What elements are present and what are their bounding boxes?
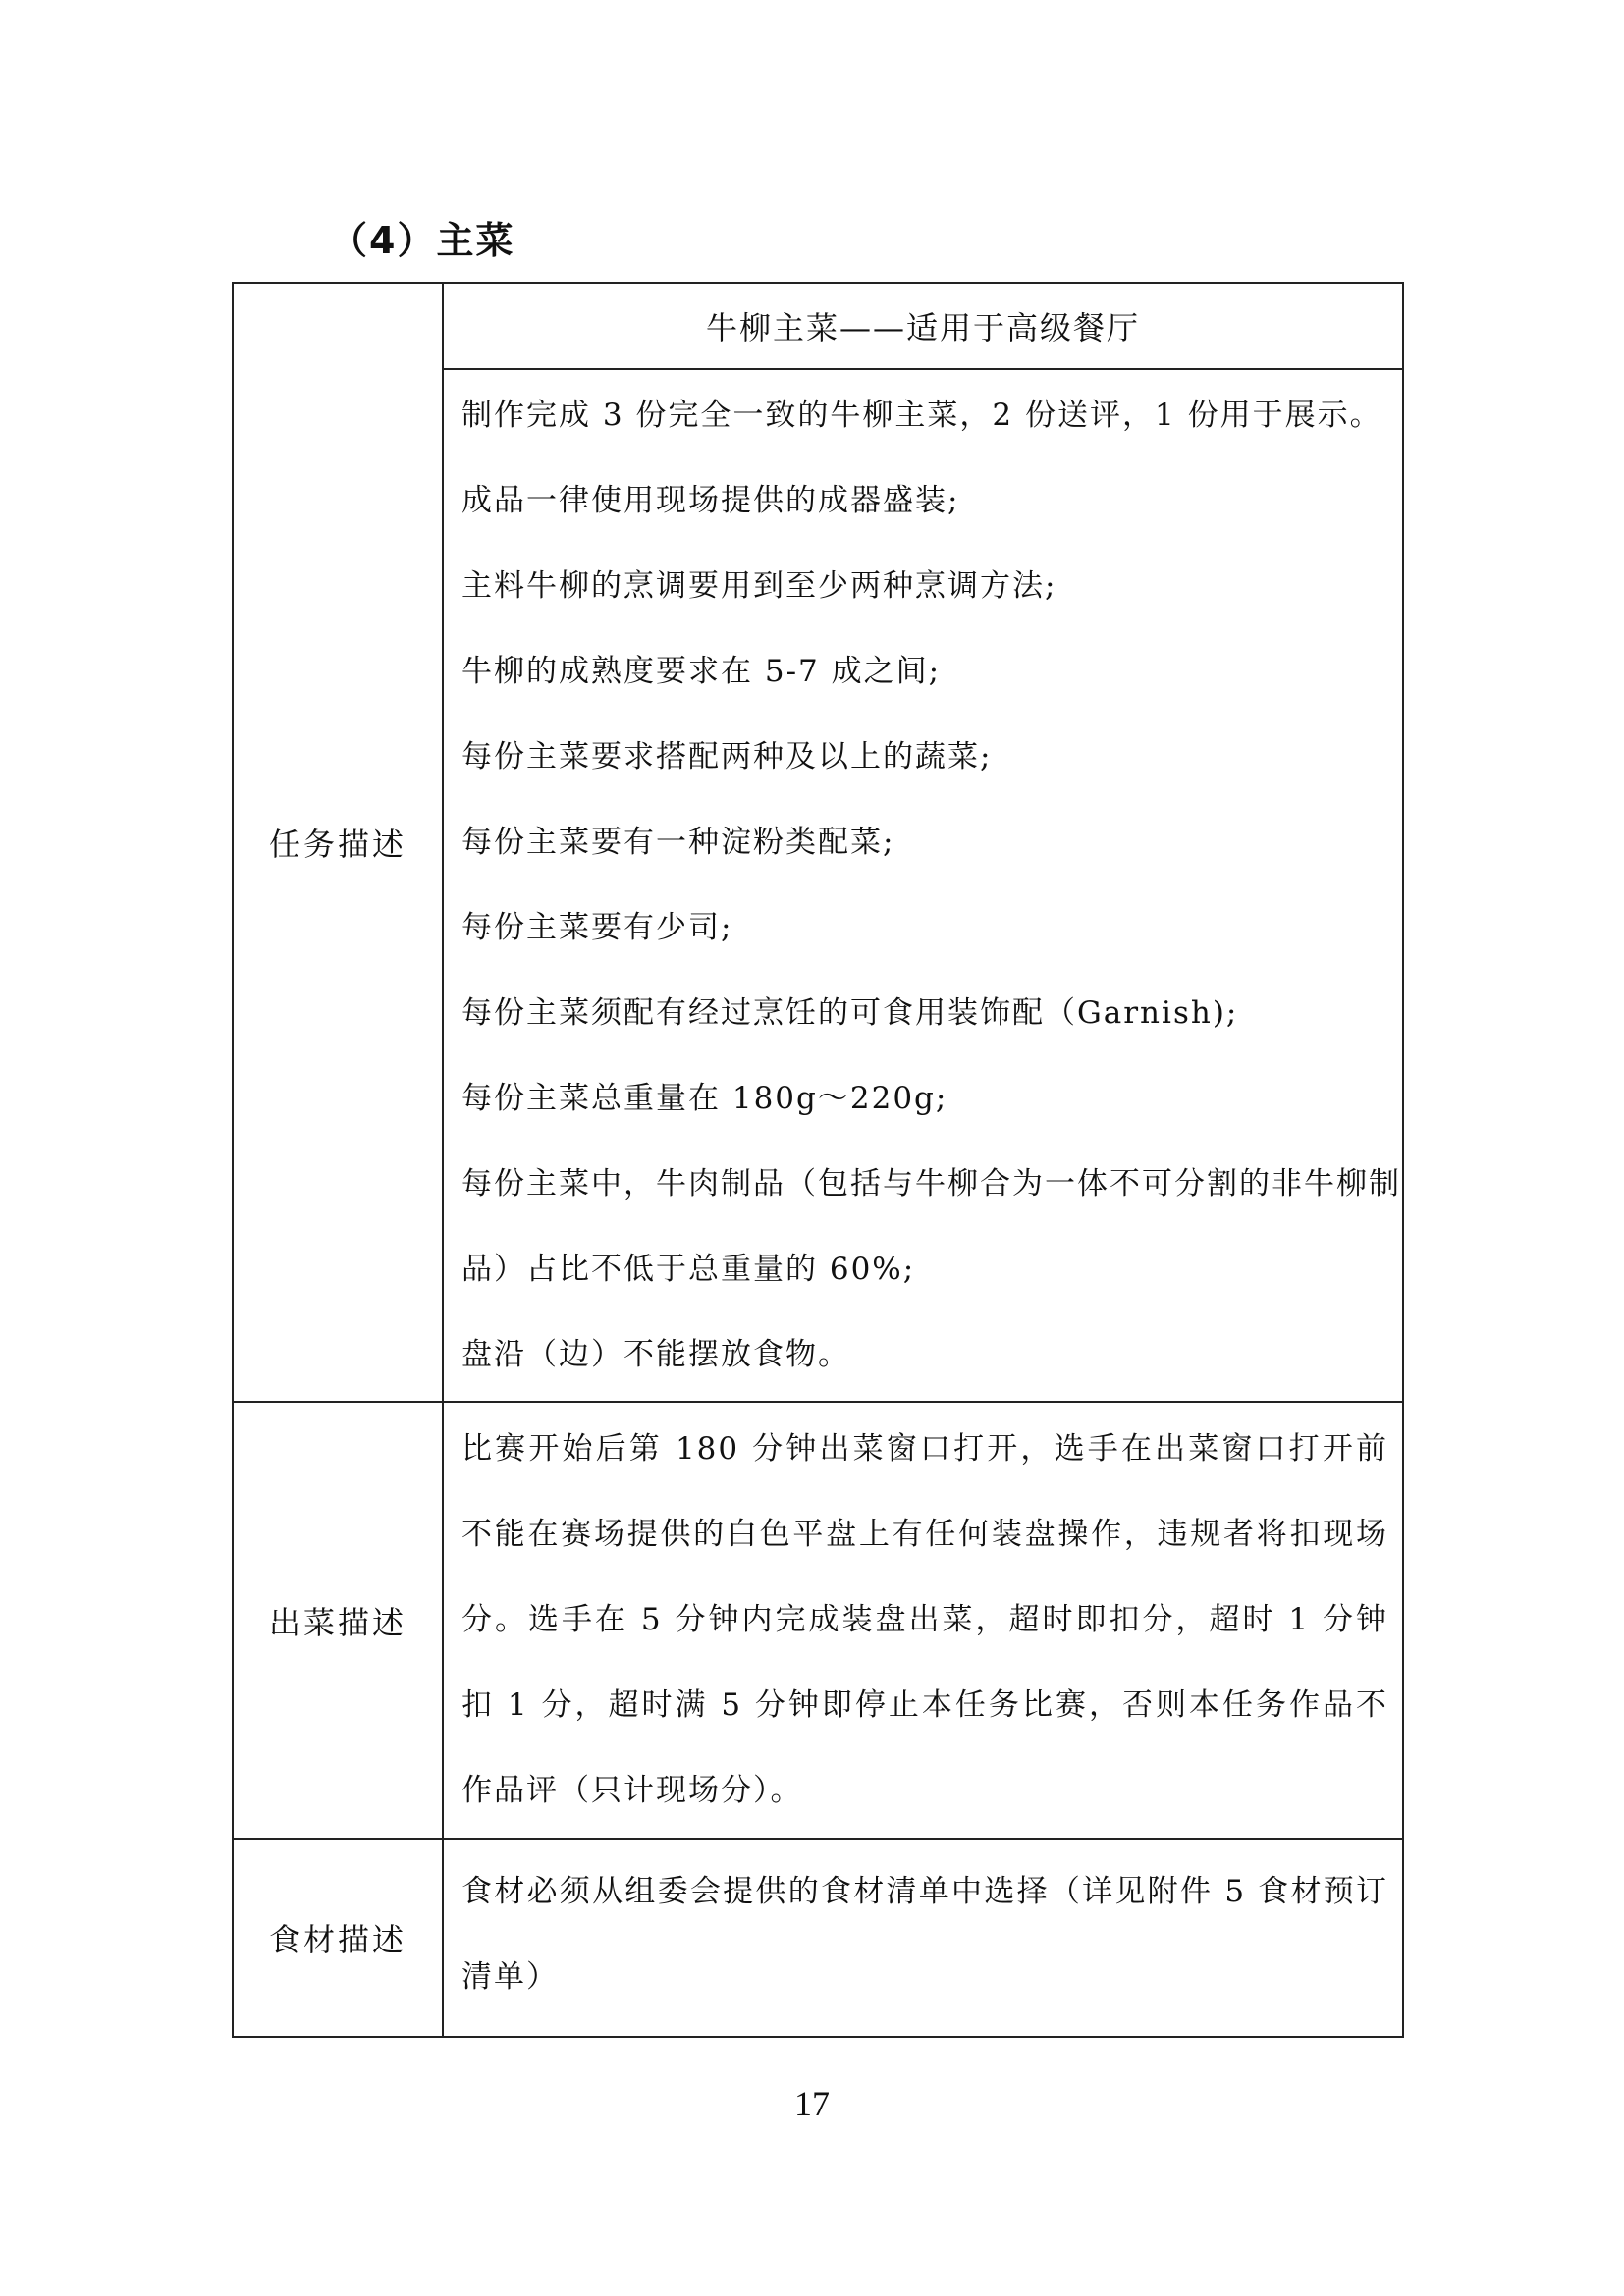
task-line: 牛柳的成熟度要求在 5-7 成之间; <box>461 654 942 689</box>
task-content <box>443 369 1403 1402</box>
section-heading: （4）主菜 <box>330 219 515 262</box>
serve-row <box>233 1402 1403 1839</box>
task-label: 任务描述 <box>233 283 443 1402</box>
page-number: 17 <box>794 2084 830 2123</box>
table-title-row <box>233 283 1403 369</box>
task-line: 每份主菜要求搭配两种及以上的蔬菜; <box>461 739 993 774</box>
ingredients-text: 食材必须从组委会提供的食材清单中选择（详见附件 5 食材预订清单） <box>461 1874 1388 1995</box>
serve-text: 比赛开始后第 180 分钟出菜窗口打开，选手在出菜窗口打开前不能在赛场提供的白色平盘上有任何装盘操作，违规者将扣现场分。选手在 5 分钟内完成装盘出菜，超时即扣分，超时 1 分钟扣 1 分，超时满 5 分钟即停止本任务比赛，否则本任务作品不作品评（只计现场分）。 <box>461 1431 1388 1808</box>
task-line: 主料牛柳的烹调要用到至少两种烹调方法; <box>461 568 1057 604</box>
ingredients-label: 食材描述 <box>233 1839 443 2037</box>
task-line: 每份主菜中，牛肉制品（包括与牛柳合为一体不可分割的非牛柳制 <box>461 1166 1401 1201</box>
task-line: 每份主菜要有少司; <box>461 910 733 945</box>
dish-title: 牛柳主菜——适用于高级餐厅 <box>443 283 1403 369</box>
task-line: 盘沿（边）不能摆放食物。 <box>461 1337 850 1372</box>
ingredients-row <box>233 1839 1403 2037</box>
task-line: 每份主菜总重量在 180g～220g; <box>461 1081 948 1116</box>
task-line: 制作完成 3 份完全一致的牛柳主菜，2 份送评，1 份用于展示。 <box>461 398 1382 433</box>
task-line: 每份主菜须配有经过烹饪的可食用装饰配（Garnish); <box>461 995 1239 1031</box>
ingredients-content <box>443 1839 1403 2037</box>
serve-content <box>443 1402 1403 1839</box>
serve-label: 出菜描述 <box>233 1402 443 1839</box>
task-line: 成品一律使用现场提供的成器盛装; <box>461 483 960 518</box>
task-line: 每份主菜要有一种淀粉类配菜; <box>461 825 895 860</box>
task-line: 品）占比不低于总重量的 60%; <box>461 1252 916 1287</box>
main-course-spec-table <box>232 282 1404 2038</box>
